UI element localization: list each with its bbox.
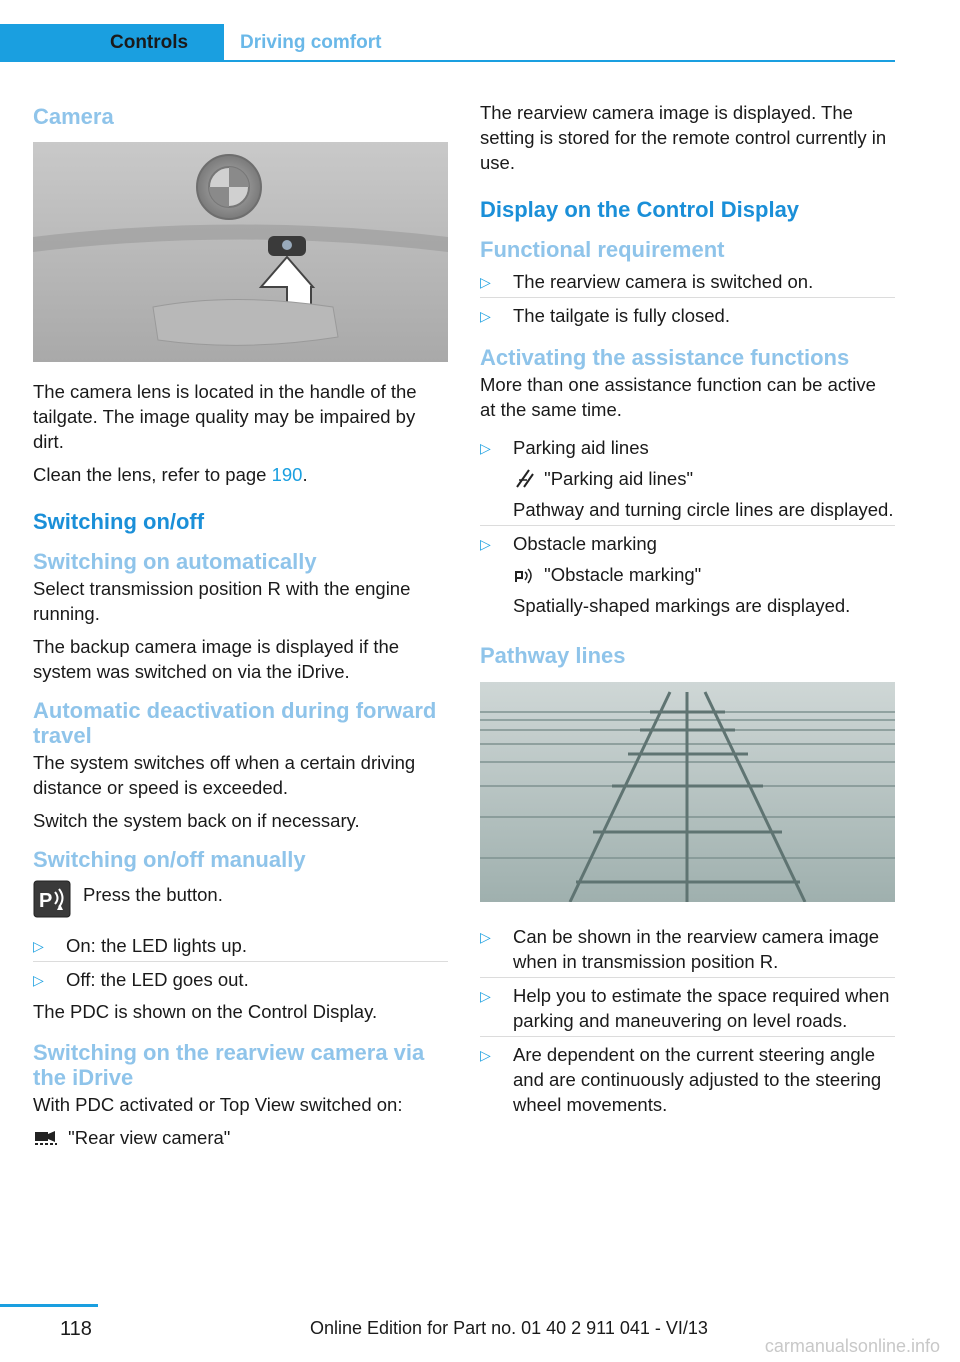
manual-heading: Switching on/off manually <box>33 847 306 872</box>
obstacle-menu <box>513 562 895 587</box>
pathway-lines-illustration <box>480 682 895 902</box>
rear-camera-icon <box>33 1127 59 1147</box>
edition-text: Online Edition for Part no. 01 40 2 911 041 - VI/13 <box>310 1318 708 1338</box>
deactivation-heading: Automatic deactivation during forward travel <box>33 698 437 748</box>
camera-text: The camera lens is located in the handle of the tailgate. The image quality may be impaired by dirt. <box>33 381 417 452</box>
obstacle-desc: Spatially-shaped markings are displayed. <box>513 595 851 616</box>
triangle-right-icon: ▷ <box>480 929 491 945</box>
triangle-right-icon: ▷ <box>33 972 44 988</box>
left-column <box>33 100 448 1158</box>
pdc-button-row <box>33 880 448 918</box>
led-bullet-list <box>33 928 448 995</box>
triangle-right-icon: ▷ <box>480 440 491 456</box>
pathway-list <box>480 919 895 1120</box>
functional-heading: Functional requirement <box>480 237 725 262</box>
bullet-text: Can be shown in the rearview camera image when in transmission position R. <box>513 926 880 972</box>
right-column <box>480 100 895 1120</box>
svg-text:P: P <box>39 890 53 912</box>
idrive-text: With PDC activated or Top View switched on: <box>33 1094 403 1115</box>
list-item <box>33 928 448 961</box>
press-button-text: Press the button. <box>83 884 223 905</box>
obstacle-label: Obstacle marking <box>513 533 657 554</box>
triangle-right-icon: ▷ <box>33 938 44 954</box>
list-item <box>480 525 895 621</box>
rear-view-menu-item <box>33 1125 448 1150</box>
list-item <box>480 264 895 297</box>
assist-list <box>480 430 895 621</box>
list-item <box>480 297 895 331</box>
assist-text: More than one assistance function can be active at the same time. <box>480 374 876 420</box>
clean-lens-prefix: Clean the lens, refer to page <box>33 464 272 485</box>
idrive-heading: Switching on the rearview camera via the iDrive <box>33 1040 425 1090</box>
bullet-text: The rearview camera is switched on. <box>513 271 814 292</box>
bullet-text: The tailgate is fully closed. <box>513 305 730 326</box>
bullet-text: Off: the LED goes out. <box>66 969 249 990</box>
obstacle-marking-icon <box>513 564 535 584</box>
bullet-text: Are dependent on the current steering angle and are continuously adjusted to the steering wheel movements. <box>513 1044 882 1115</box>
tab-controls[interactable]: Controls <box>0 24 224 62</box>
parking-aid-label: Parking aid lines <box>513 437 649 458</box>
pdc-text: The PDC is shown on the Control Display. <box>33 1001 378 1022</box>
clean-lens-suffix: . <box>302 464 308 485</box>
header-bar <box>0 24 895 62</box>
triangle-right-icon: ▷ <box>480 274 491 290</box>
display-heading: Display on the Control Display <box>480 197 800 222</box>
pdc-button-icon <box>33 880 71 918</box>
camera-heading: Camera <box>33 104 114 129</box>
obstacle-menu-label: "Obstacle marking" <box>544 564 702 585</box>
triangle-right-icon: ▷ <box>480 536 491 552</box>
auto-text-1: Select transmission position R with the engine running. <box>33 578 411 624</box>
parking-aid-menu <box>513 466 895 491</box>
triangle-right-icon: ▷ <box>480 308 491 324</box>
pathway-heading: Pathway lines <box>480 643 626 668</box>
switching-heading: Switching on/off <box>33 509 205 534</box>
rear-view-label: "Rear view camera" <box>68 1127 231 1148</box>
auto-heading: Switching on automatically <box>33 549 317 574</box>
list-item <box>33 961 448 995</box>
page-number: 118 <box>60 1318 92 1340</box>
assist-heading: Activating the assistance functions <box>480 345 850 370</box>
footer-rule <box>0 1304 98 1307</box>
page-link-190[interactable]: 190 <box>271 464 303 485</box>
list-item <box>480 1036 895 1120</box>
functional-list <box>480 264 895 331</box>
deactivation-text-2: Switch the system back on if necessary. <box>33 810 360 831</box>
clean-lens-text <box>33 462 448 487</box>
auto-text-2: The backup camera image is displayed if the system was switched on via the iDrive. <box>33 636 400 682</box>
deactivation-text-1: The system switches off when a certain driving distance or speed is exceeded. <box>33 752 416 798</box>
parking-aid-menu-label: "Parking aid lines" <box>544 468 694 489</box>
parking-aid-desc: Pathway and turning circle lines are displayed. <box>513 499 894 520</box>
intro-text: The rearview camera image is displayed. The setting is stored for the remote control currently in use. <box>480 102 887 173</box>
list-item <box>480 919 895 977</box>
list-item <box>480 977 895 1036</box>
tab-driving-comfort[interactable]: Driving comfort <box>240 32 382 53</box>
triangle-right-icon: ▷ <box>480 988 491 1004</box>
bullet-text: Help you to estimate the space required when parking and maneuvering on level roads. <box>513 985 890 1031</box>
parking-lines-icon <box>513 468 535 488</box>
tailgate-camera-photo <box>33 142 448 362</box>
triangle-right-icon: ▷ <box>480 1047 491 1063</box>
bullet-text: On: the LED lights up. <box>66 935 247 956</box>
watermark: carmanualsonline.info <box>764 1336 940 1356</box>
list-item <box>480 430 895 525</box>
